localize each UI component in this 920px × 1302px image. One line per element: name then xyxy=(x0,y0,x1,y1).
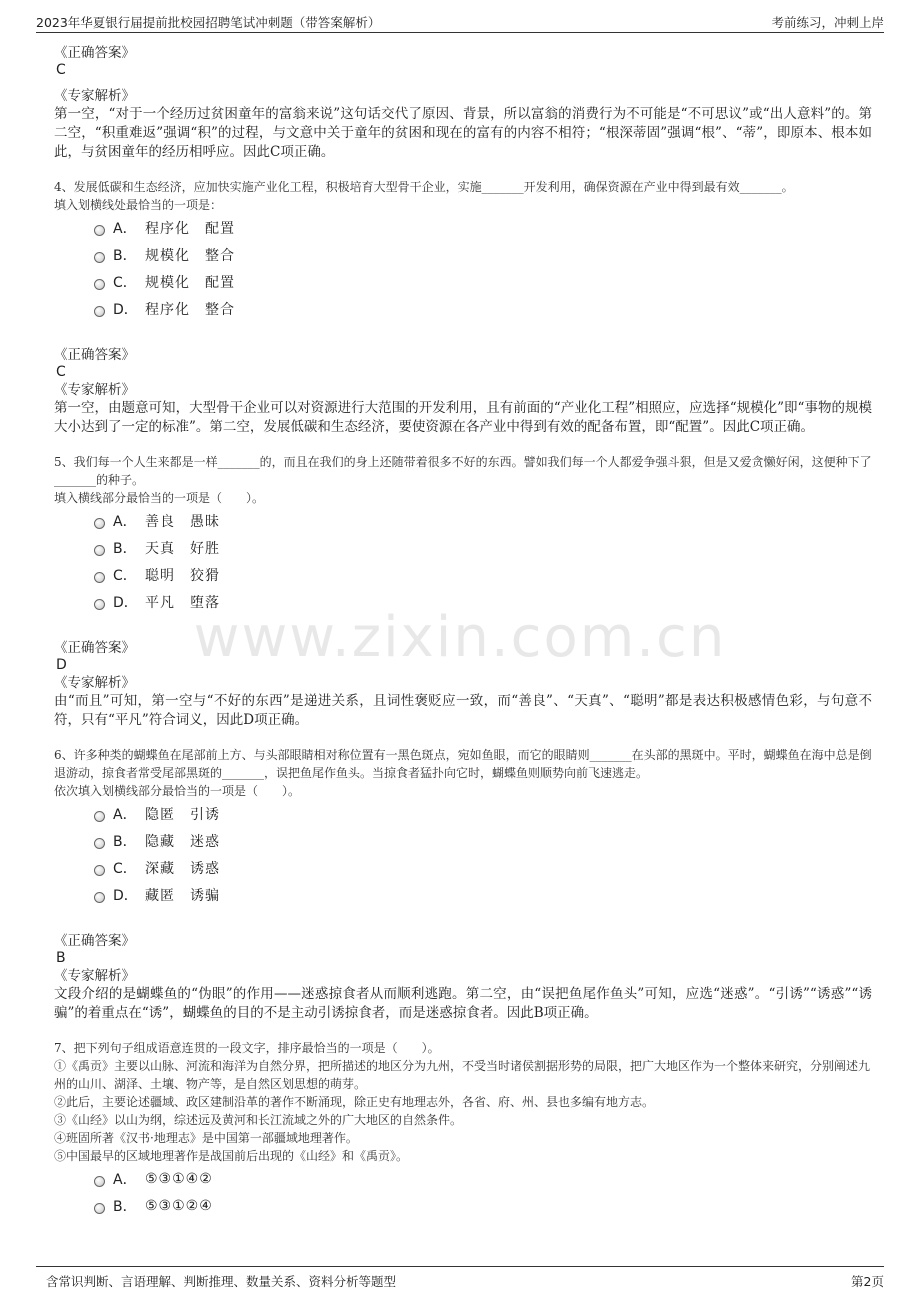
answer-value: C xyxy=(56,364,66,380)
explain-label: 《专家解析》 xyxy=(54,88,135,104)
option-d[interactable]: D． 藏匿 诱骗 xyxy=(94,881,872,908)
answer-label: 《正确答案》 xyxy=(54,45,135,61)
option-b[interactable]: B． ⑤③①②④ xyxy=(94,1192,872,1219)
page-header xyxy=(36,10,884,33)
option-list xyxy=(94,214,872,322)
option-list xyxy=(94,800,872,908)
question-stem: 6、许多种类的蝴蝶鱼在尾部前上方、与头部眼睛相对称位置有一黑色斑点，宛如鱼眼，而它的眼睛则_______在头部的黑斑中。平时，蝴蝶鱼在海中总是倒退游动，掠食者常受尾部黑斑的_______，误把鱼尾作鱼头。当掠食者猛扑向它时，蝴蝶鱼则顺势向前飞速逃走。 xyxy=(54,748,872,780)
radio-icon[interactable] xyxy=(94,306,105,317)
question-prompt: 填入划横线处最恰当的一项是： xyxy=(54,198,223,212)
option-a[interactable]: A． 善良 愚昧 xyxy=(94,507,872,534)
option-b[interactable]: B． 天真 好胜 xyxy=(94,534,872,561)
watermark: www.zixin.com.cn xyxy=(193,605,727,670)
sentence-item: ③《山经》以山为纲，综述远及黄河和长江流域之外的广大地区的自然条件。 xyxy=(54,1113,463,1127)
footer-note: 含常识判断、言语理解、判断推理、数量关系、资料分析等题型 xyxy=(46,1274,397,1289)
radio-icon[interactable] xyxy=(94,279,105,290)
radio-icon[interactable] xyxy=(94,572,105,583)
question-prompt: 依次填入划横线部分最恰当的一项是（ ）。 xyxy=(54,784,301,798)
page-content xyxy=(54,44,872,1219)
explain-label: 《专家解析》 xyxy=(54,675,135,691)
option-c[interactable]: C． 规模化 配置 xyxy=(94,268,872,295)
answer-label: 《正确答案》 xyxy=(54,640,135,656)
sentence-item: ②此后，主要论述疆域、政区建制沿革的著作不断涌现，除正史有地理志外，各省、府、州、县也多编有地方志。 xyxy=(54,1095,655,1109)
radio-icon[interactable] xyxy=(94,892,105,903)
answer-label: 《正确答案》 xyxy=(54,347,135,363)
explanation-text: 由“而且”可知，第一空与“不好的东西”是递进关系，且词性褒贬应一致，而“善良”、“天真”、“聪明”都是表达积极感情色彩，与句意不符，只有“平凡”符合词义，因此D项正确。 xyxy=(54,693,872,728)
option-c[interactable]: C． 聪明 狡猾 xyxy=(94,561,872,588)
sentence-item: ⑤中国最早的区域地理著作是战国前后出现的《山经》和《禹贡》。 xyxy=(54,1149,409,1163)
option-d[interactable]: D． 程序化 整合 xyxy=(94,295,872,322)
sentence-item: ①《禹贡》主要以山脉、河流和海洋为自然分界，把所描述的地区分为九州，不受当时诸侯割据形势的局限，把广大地区作为一个整体来研究，分别阐述九州的山川、湖泽、土壤、物产等，是自然区划思想的萌芽。 xyxy=(54,1059,871,1091)
question-stem: 5、我们每一个人生来都是一样_______的，而且在我们的身上还随带着很多不好的东西。譬如我们每一个人都爱争强斗狠，但是又爱贪懒好闲，这便种下了_______的种子。 xyxy=(54,455,872,487)
sentence-item: ④班固所著《汉书·地理志》是中国第一部疆域地理著作。 xyxy=(54,1131,358,1145)
explain-label: 《专家解析》 xyxy=(54,382,135,398)
explanation-text: 第一空，由题意可知，大型骨干企业可以对资源进行大范围的开发利用，且有前面的“产业化工程”相照应，应选择“规模化”即“事物的规模大小达到了一定的标准”。第二空，发展低碳和生态经济，要使资源在各产业中得到有效的配备布置，即“配置”。因此C项正确。 xyxy=(54,400,872,435)
explanation-text: 第一空，“对于一个经历过贫困童年的富翁来说”这句话交代了原因、背景，所以富翁的消费行为不可能是“不可思议”或“出人意料”的。第二空，“积重难返”强调“积”的过程，与文意中关于童年的贫困和现在的富有的内容不相符；“根深蒂固”强调“根”、“蒂”，即原本、根本如此，与贫困童年的经历相呼应。因此C项正确。 xyxy=(54,106,872,160)
answer-value: D xyxy=(56,657,67,673)
radio-icon[interactable] xyxy=(94,838,105,849)
radio-icon[interactable] xyxy=(94,252,105,263)
answer-label: 《正确答案》 xyxy=(54,933,135,949)
explanation-text: 文段介绍的是蝴蝶鱼的“伪眼”的作用——迷惑掠食者从而顺利逃跑。第二空，由“误把鱼尾作鱼头”可知，应选“迷惑”。“引诱”“诱惑”“诱骗”的着重点在“诱”，蝴蝶鱼的目的不是主动引诱掠食者，而是迷惑掠食者。因此B项正确。 xyxy=(54,986,872,1021)
radio-icon[interactable] xyxy=(94,811,105,822)
option-a[interactable]: A． ⑤③①④② xyxy=(94,1165,872,1192)
radio-icon[interactable] xyxy=(94,225,105,236)
answer-value: B xyxy=(56,950,66,966)
header-title: 2023年华夏银行届提前批校园招聘笔试冲刺题（带答案解析） xyxy=(36,15,381,30)
radio-icon[interactable] xyxy=(94,599,105,610)
question-stem: 4、发展低碳和生态经济，应加快实施产业化工程，积极培育大型骨干企业，实施_______开发利用，确保资源在产业中得到最有效_______。 xyxy=(54,180,794,194)
option-a[interactable]: A． 隐匿 引诱 xyxy=(94,800,872,827)
question-stem: 7、把下列句子组成语意连贯的一段文字，排序最恰当的一项是（ ）。 xyxy=(54,1041,440,1055)
header-slogan: 考前练习，冲刺上岸 xyxy=(771,15,884,30)
page-number: 第2页 xyxy=(851,1274,884,1289)
option-a[interactable]: A． 程序化 配置 xyxy=(94,214,872,241)
option-b[interactable]: B． 规模化 整合 xyxy=(94,241,872,268)
radio-icon[interactable] xyxy=(94,1176,105,1187)
answer-value: C xyxy=(56,62,66,78)
radio-icon[interactable] xyxy=(94,518,105,529)
option-list xyxy=(94,507,872,615)
option-d[interactable]: D． 平凡 堕落 xyxy=(94,588,872,615)
radio-icon[interactable] xyxy=(94,1203,105,1214)
page-footer xyxy=(36,1266,884,1291)
radio-icon[interactable] xyxy=(94,865,105,876)
explain-label: 《专家解析》 xyxy=(54,968,135,984)
radio-icon[interactable] xyxy=(94,545,105,556)
option-c[interactable]: C． 深藏 诱惑 xyxy=(94,854,872,881)
question-prompt: 填入横线部分最恰当的一项是（ ）。 xyxy=(54,491,265,505)
option-list xyxy=(94,1165,872,1219)
option-b[interactable]: B． 隐藏 迷惑 xyxy=(94,827,872,854)
